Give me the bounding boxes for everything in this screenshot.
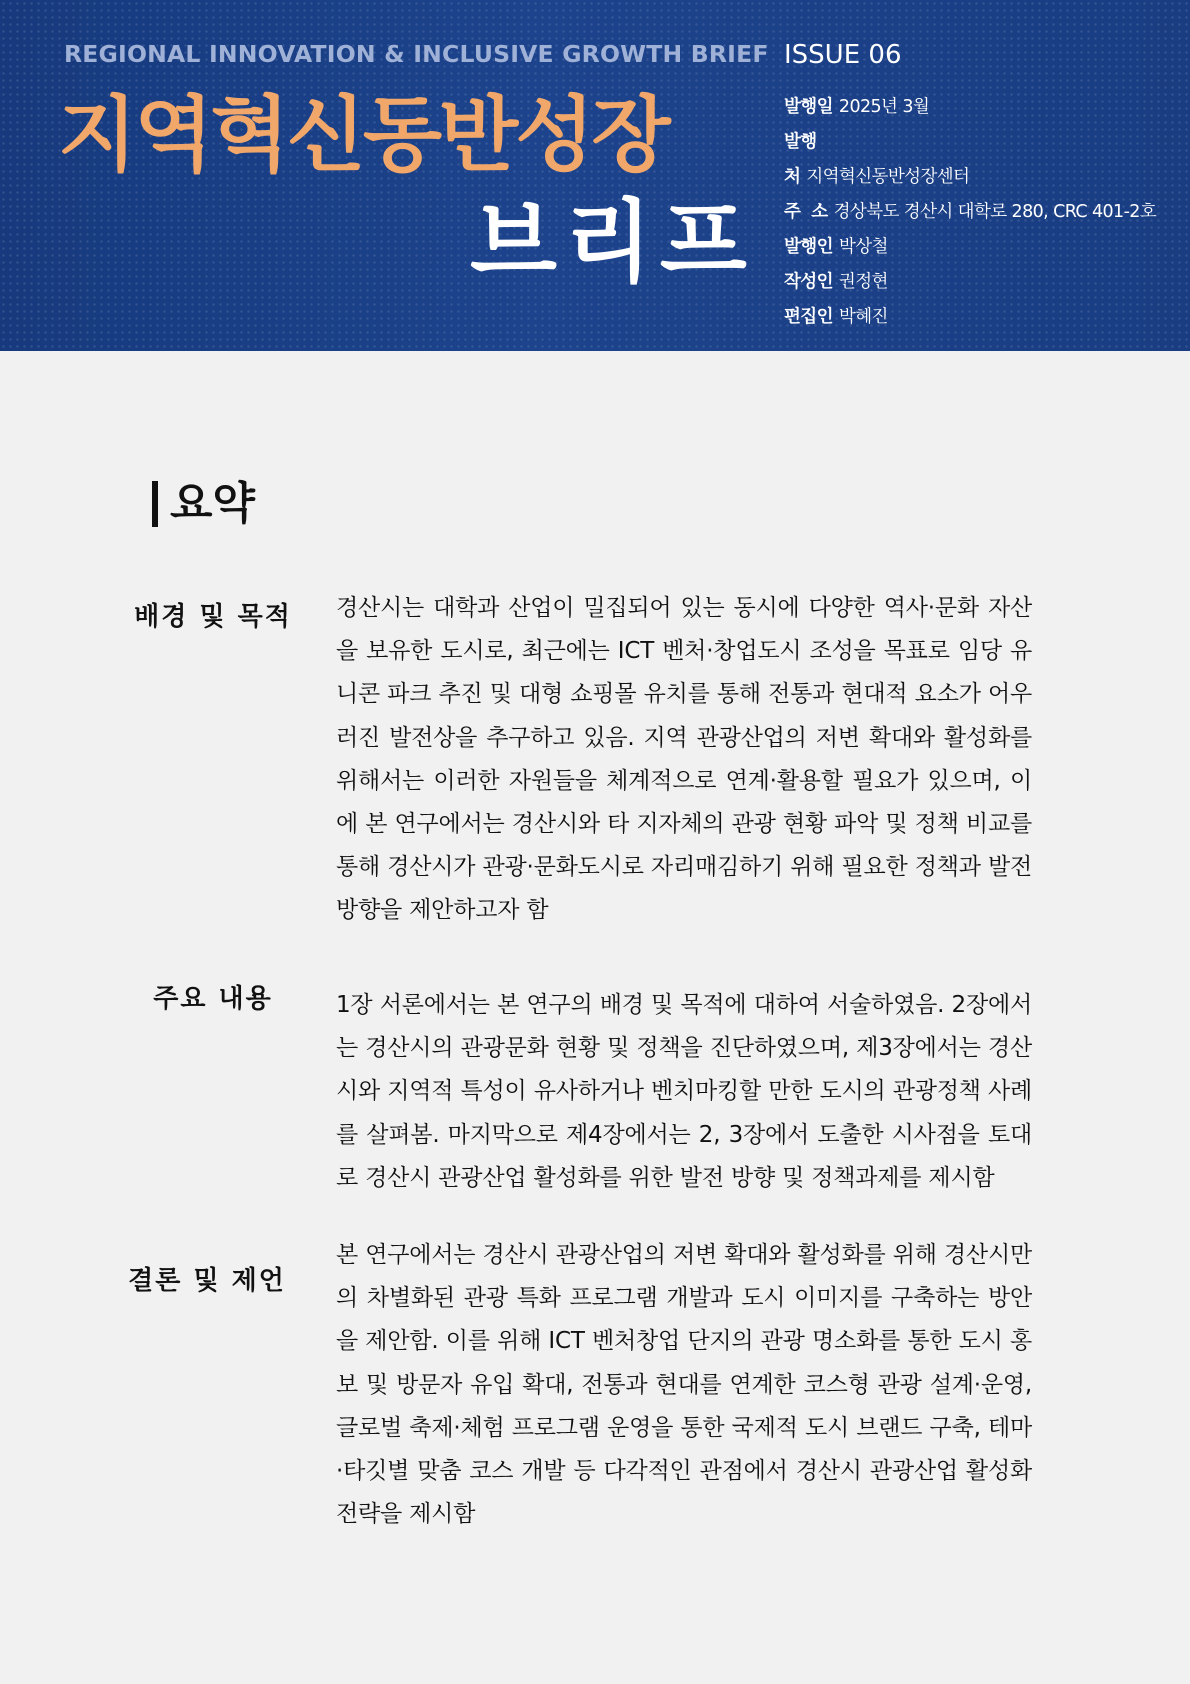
brief-title: 지역혁신동반성장 [58, 88, 668, 183]
header-banner [0, 0, 1190, 351]
block-label-conclusion: 결론 및 제언 [128, 1266, 286, 1296]
meta-key: 주 소 [784, 202, 828, 222]
series-title: REGIONAL INNOVATION & INCLUSIVE GROWTH BRIEF [64, 40, 769, 68]
meta-row-publisher-label [784, 127, 1156, 162]
issue-number: ISSUE 06 [784, 40, 902, 70]
meta-key: 처 [784, 167, 801, 187]
meta-row-issuer [784, 232, 1156, 267]
block-text-conclusion: 본 연구에서는 경산시 관광산업의 저변 확대와 활성화를 위해 경산시만의 차별화된 관광 특화 프로그램 개발과 도시 이미지를 구축하는 방안을 제안함. 이를 위해 ICT 벤처창업 단지의 관광 명소화를 통한 도시 홍보 및 방문자 유입 확대, 전통과 현대를 연계한 코스형 관광 설계·운영, 글로벌 축제·체험 프로그램 운영을 통한 국제적 도시 브랜드 구축, 테마·타깃별 맞춤 코스 개발 등 다각적인 관점에서 경산시 관광산업 활성화 전략을 제시함 [336, 1242, 1032, 1528]
block-label-contents: 주요 내용 [153, 984, 273, 1014]
block-text-background: 경산시는 대학과 산업이 밀집되어 있는 동시에 다양한 역사·문화 자산을 보유한 도시로, 최근에는 ICT 벤처·창업도시 조성을 목표로 임당 유니콘 파크 추진 및 대형 쇼핑몰 유치를 통해 전통과 현대적 요소가 어우러진 발전상을 추구하고 있음. 지역 관광산업의 저변 확대와 활성화를 위해서는 이러한 자원들을 체계적으로 연계·활용할 필요가 있으며, 이에 본 연구에서는 경산시와 타 지자체의 관광 현황 파악 및 정책 비교를 통해 경산시가 관광·문화도시로 자리매김하기 위해 필요한 정책과 발전 방향을 제안하고자 함 [336, 595, 1032, 924]
meta-key: 발행인 [784, 237, 833, 257]
publication-info [784, 92, 1156, 337]
brief-subtitle: 브리프 [470, 190, 755, 295]
meta-row-address [784, 197, 1156, 232]
meta-key: 작성인 [784, 272, 833, 292]
heading-bar [152, 481, 158, 527]
meta-row-publisher [784, 162, 1156, 197]
meta-row-author [784, 267, 1156, 302]
meta-key: 발행 [784, 132, 817, 152]
block-label-background: 배경 및 목적 [134, 602, 292, 632]
meta-value: 박혜진 [838, 307, 888, 327]
meta-value: 2025년 3월 [838, 97, 930, 117]
meta-value: 지역혁신동반성장센터 [806, 167, 970, 187]
meta-key: 편집인 [784, 307, 833, 327]
block-text-contents: 1장 서론에서는 본 연구의 배경 및 목적에 대하여 서술하였음. 2장에서는 경산시의 관광문화 현황 및 정책을 진단하였으며, 제3장에서는 경산시와 지역적 특성이 유사하거나 벤치마킹할 만한 도시의 관광정책 사례를 살펴봄. 마지막으로 제4장에서는 2, 3장에서 도출한 시사점을 토대로 경산시 관광산업 활성화를 위한 발전 방향 및 정책과제를 제시함 [336, 992, 1032, 1191]
meta-row-date [784, 92, 1156, 127]
meta-row-editor [784, 302, 1156, 337]
section-heading [152, 476, 255, 532]
section-title: 요약 [170, 478, 256, 529]
meta-value: 경상북도 경산시 대학로 280, CRC 401-2호 [833, 202, 1157, 222]
meta-value: 권정현 [838, 272, 888, 292]
meta-value: 박상철 [838, 237, 888, 257]
meta-key: 발행일 [784, 97, 833, 117]
